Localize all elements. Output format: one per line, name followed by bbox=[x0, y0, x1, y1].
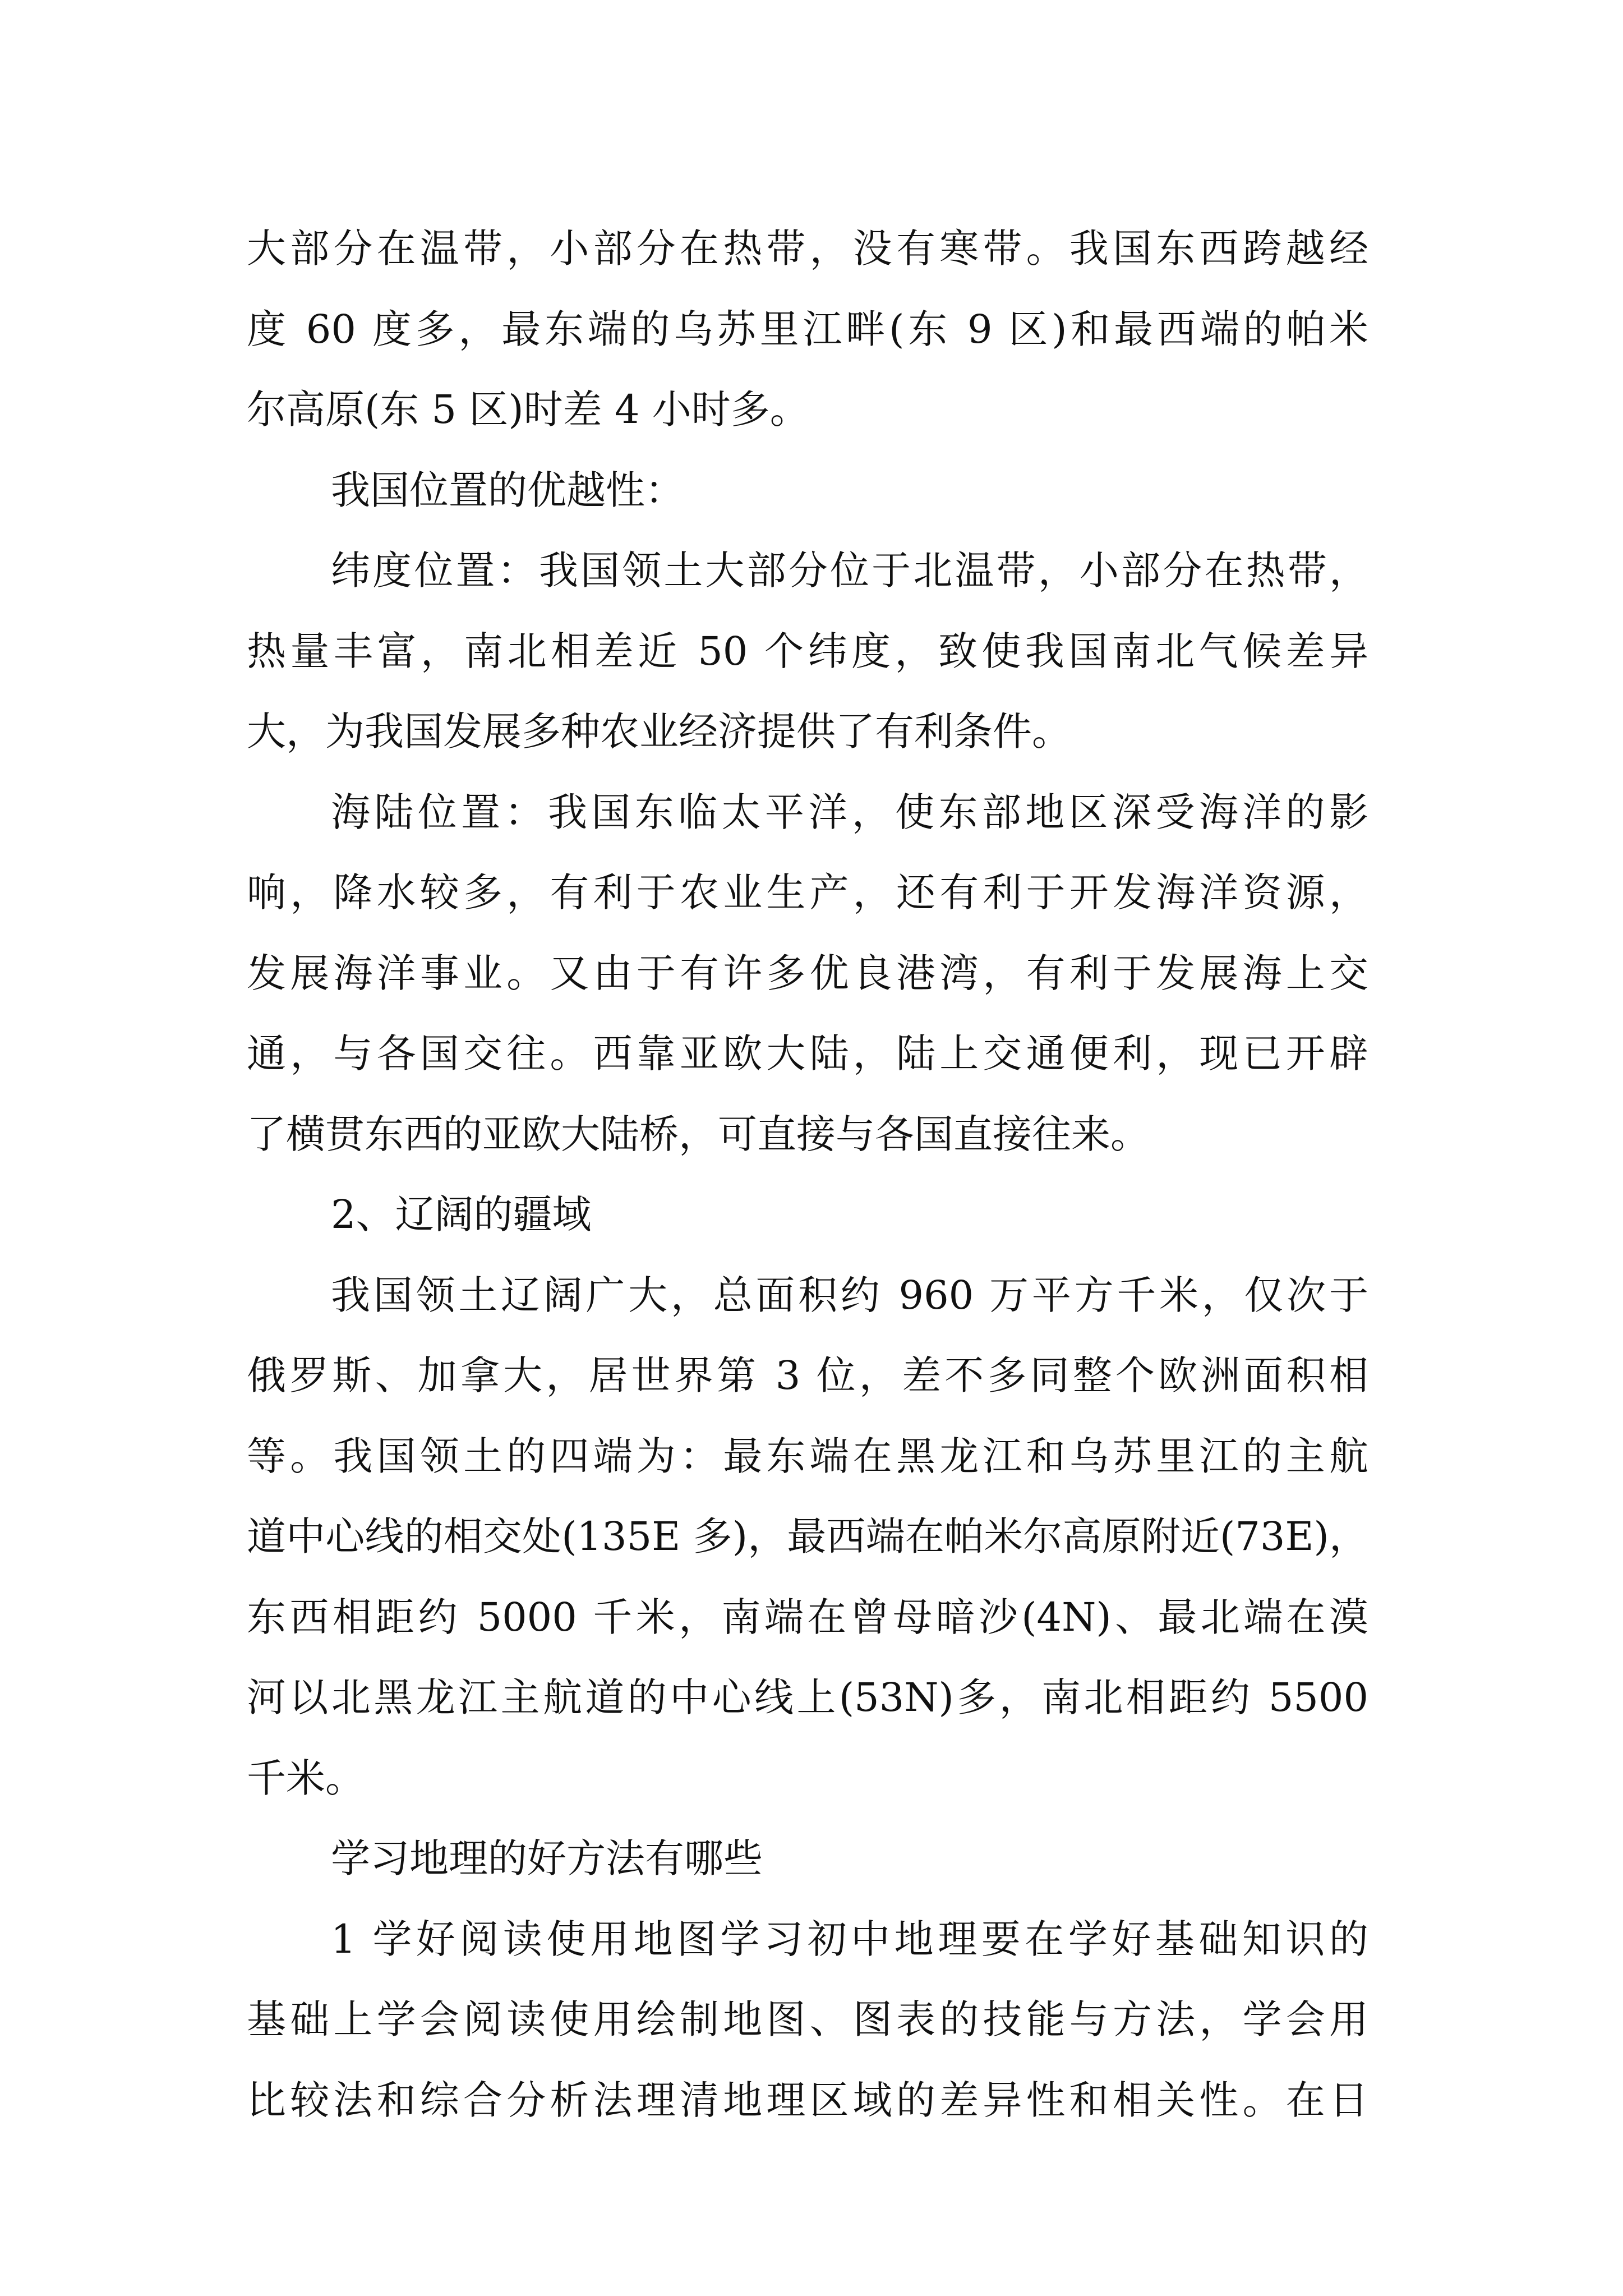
text-line: 度 60 度多，最东端的乌苏里江畔(东 9 区)和最西端的帕米 bbox=[247, 306, 1368, 352]
text-line: 响，降水较多，有利于农业生产，还有利于开发海洋资源， bbox=[247, 869, 1368, 915]
section-heading: 学习地理的好方法有哪些 bbox=[331, 1835, 763, 1881]
text-line: 比较法和综合分析法理清地理区域的差异性和相关性。在日 bbox=[247, 2077, 1368, 2123]
text-line: 发展海洋事业。又由于有许多优良港湾，有利于发展海上交 bbox=[247, 950, 1368, 996]
section-heading: 2、辽阔的疆域 bbox=[331, 1191, 592, 1237]
text-line: 纬度位置：我国领土大部分位于北温带，小部分在热带， bbox=[331, 547, 1368, 593]
text-line: 大部分在温带，小部分在热带，没有寒带。我国东西跨越经 bbox=[247, 226, 1368, 272]
text-line: 河以北黑龙江主航道的中心线上(53N)多，南北相距约 5500 bbox=[247, 1674, 1368, 1720]
text-line: 了横贯东西的亚欧大陆桥，可直接与各国直接往来。 bbox=[247, 1111, 1150, 1157]
text-line: 千米。 bbox=[247, 1755, 365, 1801]
text-line: 大，为我国发展多种农业经济提供了有利条件。 bbox=[247, 708, 1071, 754]
text-line: 俄罗斯、加拿大，居世界第 3 位，差不多同整个欧洲面积相 bbox=[247, 1352, 1368, 1398]
text-line: 我国领土辽阔广大，总面积约 960 万平方千米，仅次于 bbox=[331, 1272, 1368, 1318]
text-line: 东西相距约 5000 千米，南端在曾母暗沙(4N)、最北端在漠 bbox=[247, 1594, 1368, 1640]
text-line: 基础上学会阅读使用绘制地图、图表的技能与方法，学会用 bbox=[247, 1996, 1368, 2042]
text-line: 我国位置的优越性： bbox=[331, 467, 684, 513]
body-text bbox=[247, 209, 1368, 2141]
text-line: 海陆位置：我国东临太平洋，使东部地区深受海洋的影 bbox=[331, 789, 1368, 835]
text-line: 尔高原(东 5 区)时差 4 小时多。 bbox=[247, 386, 809, 432]
text-line: 等。我国领土的四端为：最东端在黑龙江和乌苏里江的主航 bbox=[247, 1433, 1368, 1479]
text-line: 1 学好阅读使用地图学习初中地理要在学好基础知识的 bbox=[331, 1916, 1368, 1962]
text-line: 通，与各国交往。西靠亚欧大陆，陆上交通便利，现已开辟 bbox=[247, 1030, 1368, 1076]
text-line: 道中心线的相交处(135E 多)，最西端在帕米尔高原附近(73E)， bbox=[247, 1513, 1368, 1559]
text-line: 热量丰富，南北相差近 50 个纬度，致使我国南北气候差异 bbox=[247, 628, 1368, 674]
